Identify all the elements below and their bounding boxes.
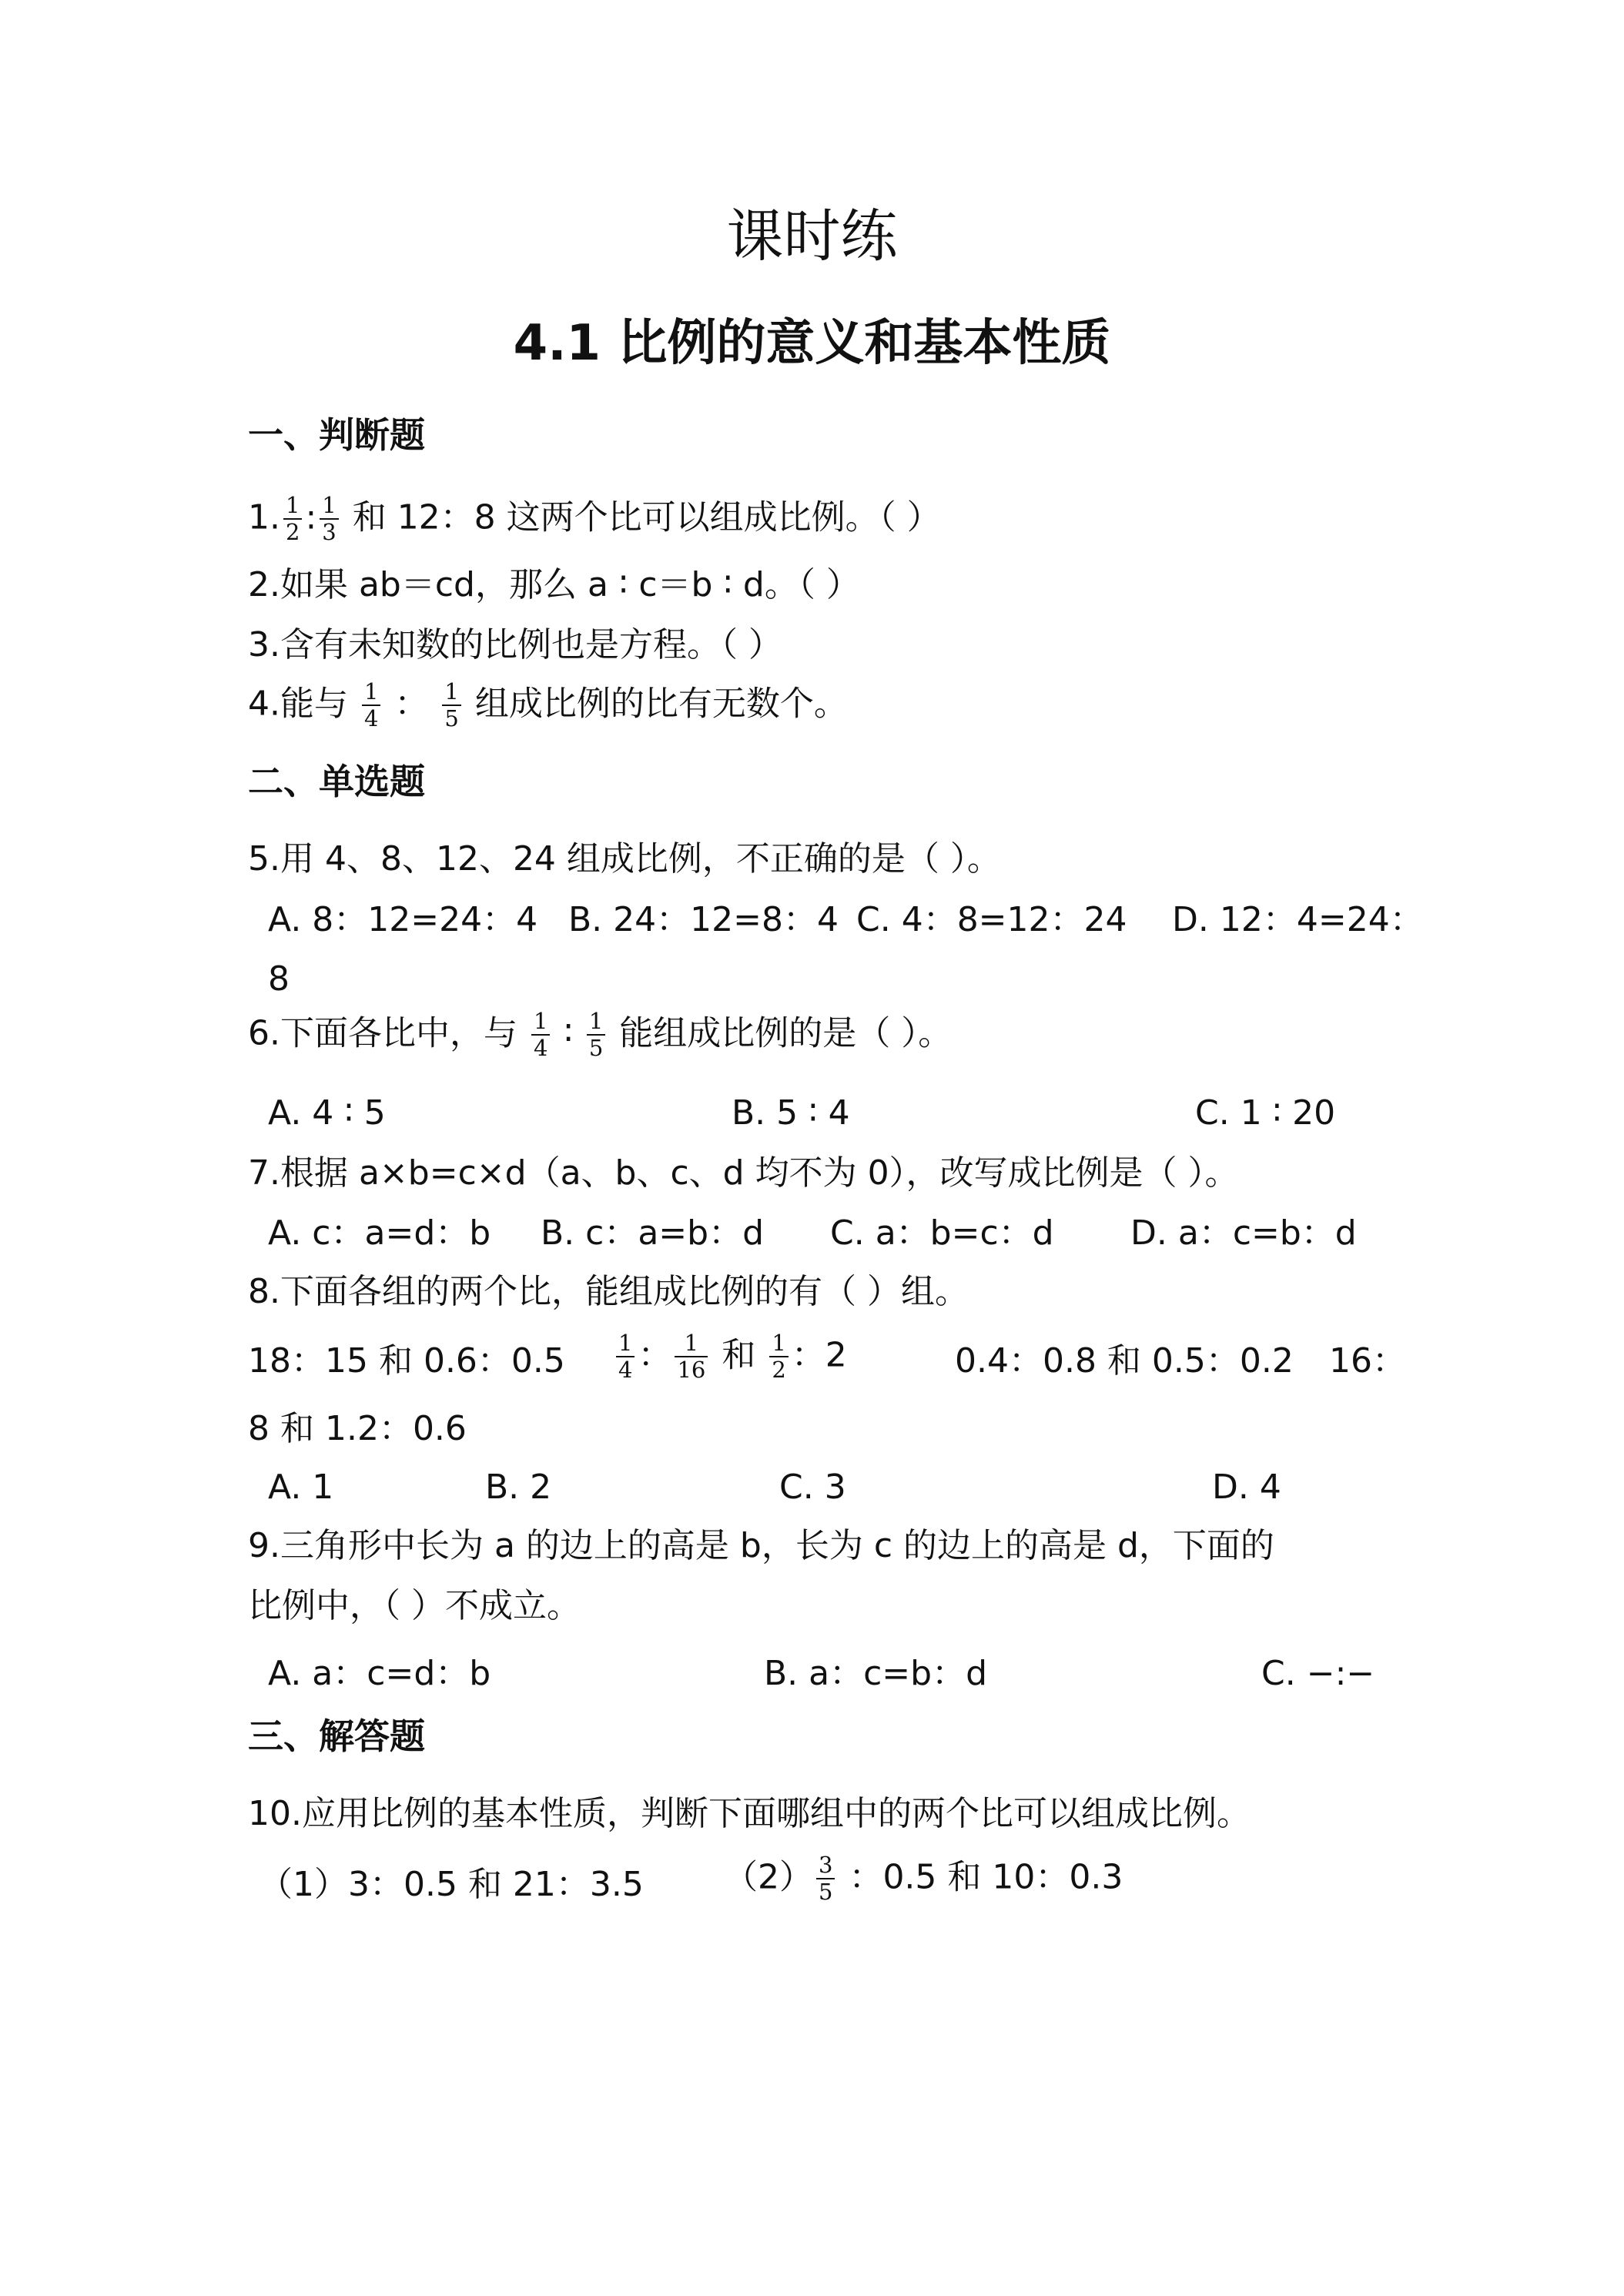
- option-a: A. a：c=d：b: [268, 1654, 491, 1693]
- fraction: $\frac{1}{4}$: [616, 1330, 635, 1384]
- option-c: C. 4：8=12：24: [856, 900, 1127, 939]
- question-9-line-1: 9.三角形中长为 a 的边上的高是 b，长为 c 的边上的高是 d，下面的: [248, 1526, 1274, 1565]
- question-6: 6.下面各比中，与 $\frac{1}{4}$ ∶ $\frac{1}{5}$ 能组成比例的是（ ）。: [248, 1008, 953, 1062]
- fraction: $\frac{1}{3}$: [320, 493, 338, 546]
- fraction: $\frac{1}{2}$: [769, 1330, 788, 1384]
- option-c: C. −:−: [1261, 1654, 1375, 1693]
- question-8-group-4: 16：: [1329, 1341, 1406, 1381]
- question-2: 2.如果 ab＝cd，那么 a ∶ c＝b ∶ d。（ ）: [248, 565, 860, 604]
- question-5: 5.用 4、8、12、24 组成比例，不正确的是（ ）。: [248, 839, 1001, 879]
- fraction: $\frac{1}{4}$: [362, 679, 380, 732]
- fraction: $\frac{1}{5}$: [587, 1009, 605, 1062]
- fraction: $\frac{3}{5}$: [816, 1853, 835, 1906]
- option-c: C. 3: [779, 1468, 846, 1507]
- question-8-group-2: $\frac{1}{4}$ ： $\frac{1}{16}$ 和 $\frac{1}{2}$ ：2: [613, 1330, 847, 1384]
- question-8-group-3: 0.4：0.8 和 0.5：0.2: [955, 1341, 1294, 1381]
- option-c: C. a：b=c：d: [830, 1213, 1054, 1253]
- question-8: 8.下面各组的两个比，能组成比例的有（ ）组。: [248, 1272, 969, 1311]
- option-d: D. 4: [1212, 1468, 1281, 1507]
- fraction: $\frac{1}{4}$: [531, 1009, 550, 1062]
- page-title: 课时练: [726, 203, 898, 269]
- question-10: 10.应用比例的基本性质，判断下面哪组中的两个比可以组成比例。: [248, 1794, 1251, 1833]
- question-7: 7.根据 a×b=c×d（a、b、c、d 均不为 0），改写成比例是（ ）。: [248, 1153, 1239, 1193]
- section-heading-answer: 三、解答题: [248, 1715, 425, 1757]
- fraction: $\frac{1}{2}$: [283, 493, 302, 546]
- option-d: D. a：c=b：d: [1130, 1213, 1357, 1253]
- option-b: B. 2: [485, 1468, 552, 1507]
- question-10-part-2: （2） $\frac{3}{5}$ ：0.5 和 10：0.3: [724, 1852, 1123, 1906]
- option-d-wrap: 8: [268, 959, 290, 999]
- question-8-group-4-wrap: 8 和 1.2：0.6: [248, 1409, 467, 1448]
- option-b: B. c：a=b：d: [541, 1213, 765, 1253]
- page-subtitle: 4.1 比例的意义和基本性质: [513, 315, 1111, 372]
- question-1: 1. $\frac{1}{2}$ : $\frac{1}{3}$ 和 12：8 这两个比可以组成比例。（ ）: [248, 492, 941, 546]
- option-c: C. 1 ∶ 20: [1195, 1093, 1336, 1133]
- question-3: 3.含有未知数的比例也是方程。（ ）: [248, 625, 782, 664]
- option-a: A. c：a=d：b: [268, 1213, 491, 1253]
- question-9-line-2: 比例中，（ ）不成立。: [248, 1586, 581, 1625]
- option-a: A. 1: [268, 1468, 334, 1507]
- question-4: 4.能与 $\frac{1}{4}$ ： $\frac{1}{5}$ 组成比例的比有无数个。: [248, 678, 848, 732]
- section-heading-judgement: 一、判断题: [248, 414, 425, 456]
- question-8-group-1: 18：15 和 0.6：0.5: [248, 1341, 565, 1381]
- fraction: $\frac{1}{5}$: [442, 679, 460, 732]
- option-b: B. a：c=b：d: [764, 1654, 988, 1693]
- option-a: A. 4 ∶ 5: [268, 1093, 386, 1133]
- option-b: B. 24：12=8：4: [568, 900, 839, 939]
- fraction: $\frac{1}{16}$: [675, 1330, 708, 1384]
- option-b: B. 5 ∶ 4: [732, 1093, 850, 1133]
- option-a: A. 8：12=24：4: [268, 900, 538, 939]
- section-heading-single-choice: 二、单选题: [248, 761, 425, 802]
- question-10-part-1: （1）3：0.5 和 21：3.5: [259, 1865, 644, 1904]
- option-d: D. 12：4=24：: [1172, 900, 1424, 939]
